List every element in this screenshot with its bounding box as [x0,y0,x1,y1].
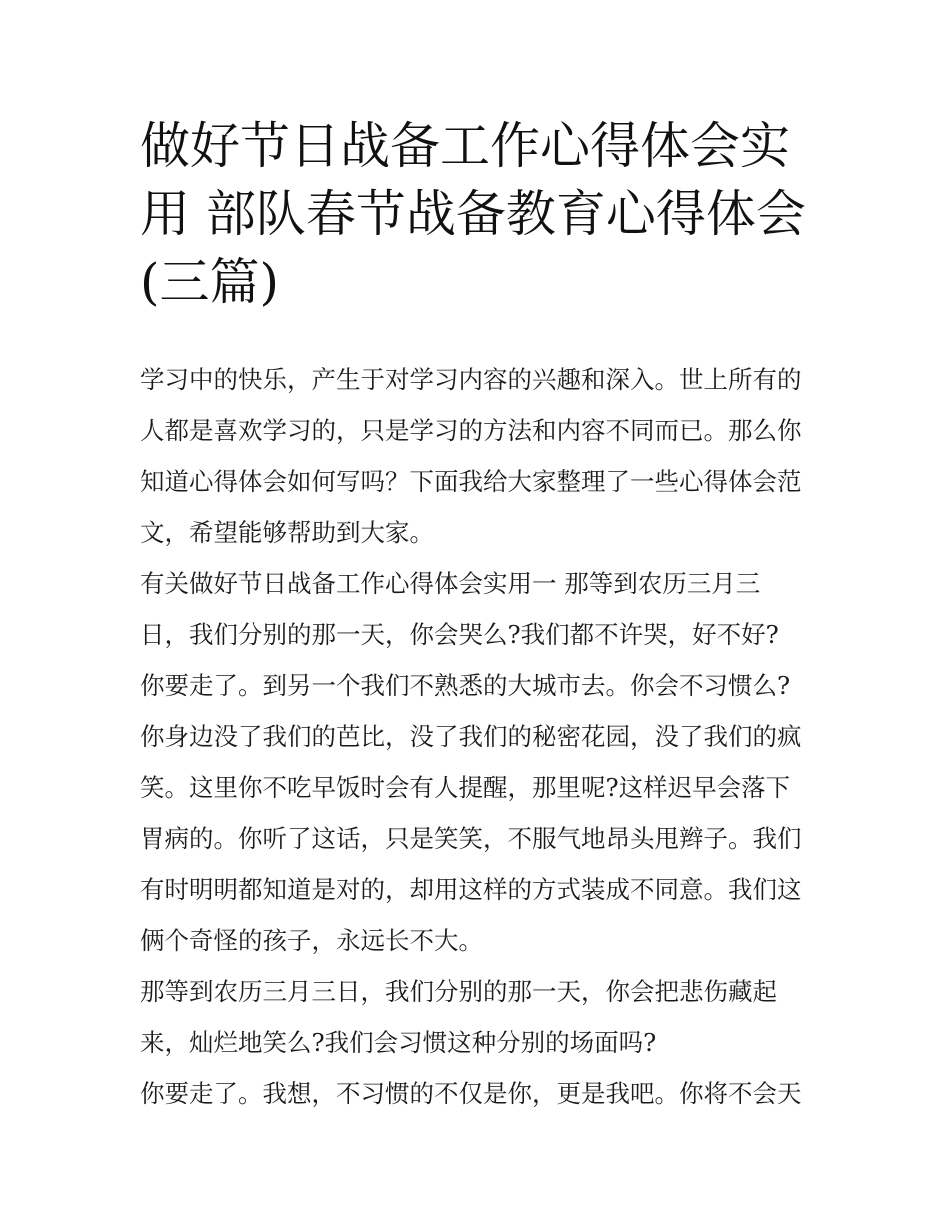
text-line: 人都是喜欢学习的，只是学习的方法和内容不同而已。那么你 [140,416,802,445]
text-line: 日，我们分别的那一天，你会哭么?我们都不许哭，好不好? [140,620,779,649]
paragraph-farewell [140,966,820,1068]
text-line: 有时明明都知道是对的，却用这样的方式装成不同意。我们这 [140,875,802,904]
text-line: 来，灿烂地笑么?我们会习惯这种分别的场面吗? [140,1028,657,1057]
text-line: 笑。这里你不吃早饭时会有人提醒，那里呢?这样迟早会落下 [140,773,791,802]
text-line: 那等到农历三月三日，我们分别的那一天，你会把悲伤藏起 [140,977,777,1006]
text-line: 文，希望能够帮助到大家。 [140,518,434,547]
text-line: 知道心得体会如何写吗？下面我给大家整理了一些心得体会范 [140,467,802,496]
text-line: 有关做好节日战备工作心得体会实用一 那等到农历三月三 [140,569,761,598]
text-line: 胃病的。你听了这话，只是笑笑，不服气地昂头甩辫子。我们 [140,824,802,853]
title-line: 用 部队春节战备教育心得体会 [140,185,806,243]
document-title [140,112,820,316]
title-line: 做好节日战备工作心得体会实 [140,117,790,175]
text-line: 你身边没了我们的芭比，没了我们的秘密花园，没了我们的疯 [140,722,802,751]
title-line: (三篇) [140,253,280,311]
text-line: 学习中的快乐，产生于对学习内容的兴趣和深入。世上所有的 [140,365,802,394]
text-line: 俩个奇怪的孩子，永远长不大。 [140,926,483,955]
paragraph-essay-one [140,558,820,966]
text-line: 你要走了。到另一个我们不熟悉的大城市去。你会不习惯么? [140,671,791,700]
text-line: 你要走了。我想，不习惯的不仅是你，更是我吧。你将不会天 [140,1079,802,1108]
paragraph-leaving [140,1068,820,1119]
paragraph-intro [140,354,820,558]
document-body [140,354,820,1119]
